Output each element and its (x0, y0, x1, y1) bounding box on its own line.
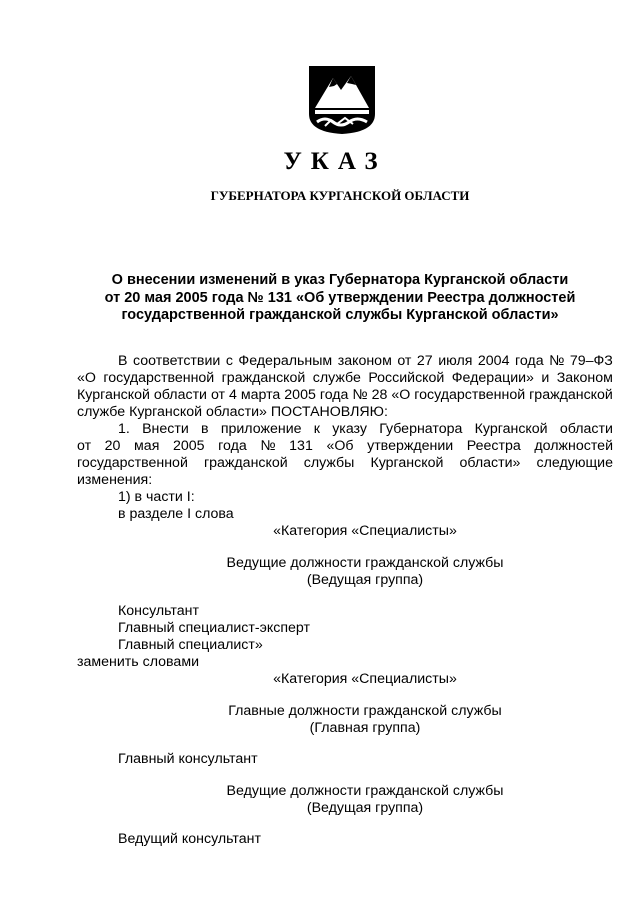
word: Реестра (466, 438, 521, 454)
old-group-name: (Ведущая группа) (306, 572, 424, 588)
word: гражданской (529, 387, 613, 403)
new-group-title: Главные должности гражданской службы (228, 703, 502, 719)
item-1: 1) в части I: (118, 489, 195, 505)
old-position: Главный специалист» (118, 637, 263, 653)
old-category: «Категория «Специалисты» (273, 523, 457, 539)
word: Федеральным (238, 353, 333, 369)
replace-with: заменить словами (77, 654, 200, 670)
word: № (260, 438, 276, 454)
word: Российской (368, 370, 445, 386)
title-line: государственной гражданской службы Курганской области» (121, 307, 559, 323)
word: 2005 (284, 387, 316, 403)
word: марта (240, 387, 281, 403)
word: года (514, 353, 544, 369)
new-position: Главный консультант (118, 751, 258, 767)
word: в (201, 421, 209, 437)
new-category: «Категория «Специалисты» (273, 671, 457, 687)
word: гражданской (221, 370, 306, 386)
word: года (319, 387, 349, 403)
word: с (225, 353, 233, 369)
word: соответствии (132, 353, 221, 369)
paragraph-1-line (77, 387, 613, 404)
word: законом (337, 353, 392, 369)
paragraph-2-line: изменения: (77, 472, 153, 488)
paragraph-1-line (77, 370, 613, 387)
word: государственной (103, 370, 215, 386)
word: к (313, 421, 320, 437)
word: Федерации» (451, 370, 534, 386)
word: № (352, 387, 368, 403)
word: и (541, 370, 550, 386)
word: от (77, 438, 92, 454)
word: Губернатора (379, 421, 463, 437)
word: 2005 (172, 438, 205, 454)
word: «О (77, 370, 96, 386)
word: области (559, 421, 613, 437)
old-position: Консультант (118, 603, 199, 619)
coat-of-arms-emblem (307, 64, 377, 136)
word: года (218, 438, 247, 454)
word: 28 (371, 387, 388, 403)
word: 20 (104, 438, 121, 454)
word: Законом (556, 370, 613, 386)
document-type: УКАЗ (283, 148, 387, 175)
word: «О (391, 387, 411, 403)
word: гражданской (203, 455, 288, 471)
word: 131 (289, 438, 313, 454)
word: области» (459, 455, 521, 471)
new-position: Ведущий консультант (118, 831, 261, 847)
paragraph-2-line (118, 421, 613, 438)
new-group-name: (Главная группа) (309, 720, 421, 736)
word: 79–ФЗ (569, 353, 613, 369)
paragraph-1-line: службе Курганской области» ПОСТАНОВЛЯЮ: (77, 404, 388, 420)
word: 27 (416, 353, 433, 369)
old-position: Главный специалист-эксперт (118, 620, 310, 636)
word: 4 (229, 387, 237, 403)
word: июля (438, 353, 473, 369)
paragraph-2-line (77, 438, 613, 455)
word: службы (303, 455, 355, 471)
word: следующие (536, 455, 613, 471)
decree-title (100, 272, 580, 325)
word: должностей (534, 438, 613, 454)
paragraph-2-line (77, 455, 613, 472)
issuer-title: ГУБЕРНАТОРА КУРГАНСКОЙ ОБЛАСТИ (210, 188, 470, 203)
word: государственной (414, 387, 526, 403)
word: указу (332, 421, 367, 437)
word: приложение (220, 421, 302, 437)
word: Курганской (77, 387, 150, 403)
word: 1. (118, 421, 130, 437)
word: Курганской (474, 421, 548, 437)
new-group-title: Ведущие должности гражданской службы (226, 783, 504, 799)
old-group-title: Ведущие должности гражданской службы (226, 555, 504, 571)
word: «Об (326, 438, 354, 454)
word: утверждении (367, 438, 454, 454)
section-words: в разделе I слова (118, 506, 234, 522)
word: Курганской (370, 455, 444, 471)
word: службе (312, 370, 361, 386)
paragraph-1-line (118, 353, 613, 370)
word: мая (134, 438, 160, 454)
word: 2004 (477, 353, 510, 369)
title-line: О внесении изменений в указ Губернатора Курганской области (111, 272, 569, 288)
word: Внести (142, 421, 189, 437)
word: области (153, 387, 207, 403)
word: государственной (77, 455, 188, 471)
word: от (210, 387, 226, 403)
word: от (397, 353, 412, 369)
new-group-name: (Ведущая группа) (306, 800, 424, 816)
word: № (549, 353, 565, 369)
title-line: от 20 мая 2005 года № 131 «Об утверждении Реестра должностей (104, 289, 576, 306)
word: В (118, 353, 128, 369)
